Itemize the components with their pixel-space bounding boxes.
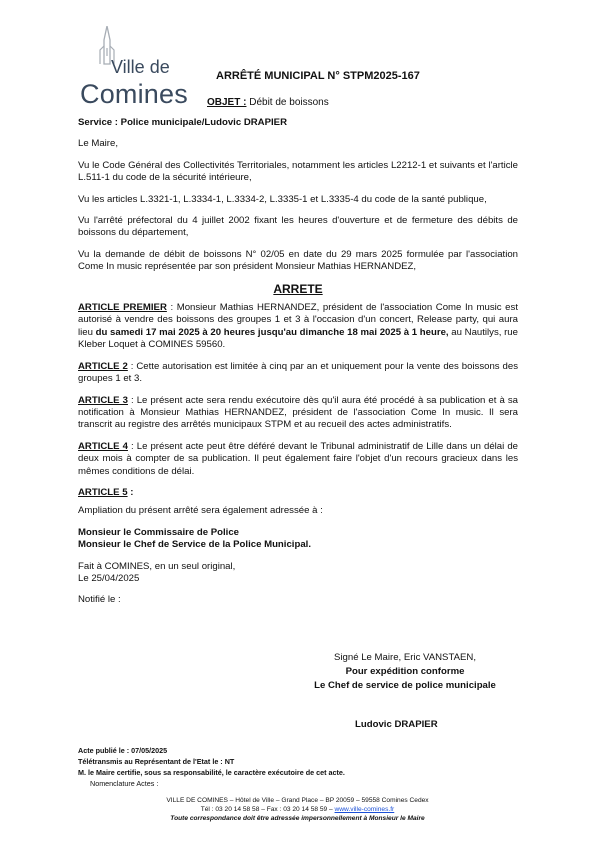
arrete-heading: ARRETE xyxy=(273,281,323,296)
page-footer xyxy=(60,796,535,823)
footer-contact xyxy=(60,805,535,814)
recipient-2: Monsieur le Chef de Service de la Police Municipal. xyxy=(78,539,311,551)
transmitted-line: Télétransmis au Représentant de l'Etat le : NT xyxy=(78,757,235,766)
article-3-label: ARTICLE 3 xyxy=(78,394,128,406)
signature-line-1: Signé Le Maire, Eric VANSTAEN, xyxy=(334,652,476,663)
considerant-3: Vu l'arrêté préfectoral du 4 juillet 2002 fixant les heures d'ouverture et de fermeture des débits de boissons du département, xyxy=(78,215,518,239)
footer-phone: Tél : 03 20 14 58 58 – Fax : 03 20 14 58 59 – xyxy=(200,806,335,813)
signer-name: Ludovic DRAPIER xyxy=(355,719,438,730)
signature-block xyxy=(290,651,520,693)
considerant-1: Vu le Code Général des Collectivités Territoriales, notamment les articles L2212-1 et suivants et l'article L.511-1 du code de la sécurité intérieure, xyxy=(78,159,518,184)
publication-meta xyxy=(78,745,345,789)
nomenclature-line: Nomenclature Actes : xyxy=(90,779,159,788)
date-line: Le 25/04/2025 xyxy=(78,572,140,584)
article-1-text-a: : Monsieur Mathias HERNANDEZ, président de l'association Come In music est autorisé à vendre des boissons des groupes 1 et 3 à l'occasion d'un concert, Release party, qui aura lieu xyxy=(78,302,518,338)
logo-line-1: Ville de xyxy=(111,57,170,77)
article-1-dates: du samedi 17 mai 2025 à 20 heures jusqu'au dimanche 18 mai 2025 à 1 heure, xyxy=(95,326,449,338)
logo-line-2: Comines xyxy=(80,79,188,109)
recipient-1: Monsieur le Commissaire de Police xyxy=(78,526,240,538)
signature-line-3: Le Chef de service de police municipale xyxy=(314,680,496,691)
article-1-label: ARTICLE PREMIER xyxy=(78,302,167,314)
article-5 xyxy=(78,487,518,499)
decree-object xyxy=(207,97,329,108)
article-1 xyxy=(78,302,518,352)
article-5-label: ARTICLE 5 xyxy=(78,486,128,498)
service-line: Service : Police municipale/Ludovic DRAPIER xyxy=(78,117,287,128)
city-logo xyxy=(78,26,196,110)
footer-note: Toute correspondance doit être adressée impersonnellement à Monsieur le Maire xyxy=(170,815,425,822)
article-2 xyxy=(78,361,518,386)
signature-line-2: Pour expédition conforme xyxy=(345,666,465,677)
fait-line: Fait à COMINES, en un seul original, xyxy=(78,560,236,572)
ampliation-line: Ampliation du présent arrêté sera également adressée à : xyxy=(78,505,323,517)
objet-text: Débit de boissons xyxy=(246,97,329,108)
considerant-2: Vu les articles L.3321-1, L.3334-1, L.3334-2, L.3335-1 et L.3335-4 du code de la santé publique, xyxy=(78,193,487,205)
salutation: Le Maire, xyxy=(78,138,118,150)
article-2-text: : Cette autorisation est limitée à cinq par an et uniquement pour la vente des boissons des groupes 1 et 3. xyxy=(78,360,518,385)
considerant-4: Vu la demande de débit de boissons N° 02/05 en date du 29 mars 2025 formulée par l'association Come In music représentée par son président Monsieur Mathias HERNANDEZ, xyxy=(78,248,518,273)
certify-line: M. le Maire certifie, sous sa responsabilité, le caractère exécutoire de cet acte. xyxy=(78,768,345,777)
objet-label: OBJET : xyxy=(207,97,247,108)
article-5-text: : xyxy=(127,486,134,498)
footer-address: VILLE DE COMINES – Hôtel de Ville – Grand Place – BP 20059 – 59558 Comines Cedex xyxy=(166,797,429,804)
website-link[interactable]: www.ville-comines.fr xyxy=(334,806,395,813)
article-2-label: ARTICLE 2 xyxy=(78,360,128,372)
notifie-line: Notifié le : xyxy=(78,594,121,606)
decree-title: ARRÊTÉ MUNICIPAL N° STPM2025-167 xyxy=(216,70,420,82)
article-3-text: : Le présent acte sera rendu exécutoire dès qu'il aura été procédé à sa publication et à sa notification à Monsieur Mathias HERNANDEZ, président de l'association Come In music. Il sera transcrit au registre des arrêtés municipaux STPM et au recueil des actes administratifs. xyxy=(78,394,518,431)
article-4-text: : Le présent acte peut être déféré devant le Tribunal administratif de Lille dans un délai de deux mois à compter de sa publication. Il peut également faire l'objet d'un recours gracieux dans les mêmes conditions de délai. xyxy=(78,440,518,477)
article-4 xyxy=(78,441,518,478)
article-1-text-b: au Nautilys, rue Kleber Loquet à COMINES 59560. xyxy=(78,326,518,351)
published-line: Acte publié le : 07/05/2025 xyxy=(78,746,168,755)
article-3 xyxy=(78,395,518,432)
decree-body xyxy=(78,117,518,616)
article-4-label: ARTICLE 4 xyxy=(78,440,128,452)
